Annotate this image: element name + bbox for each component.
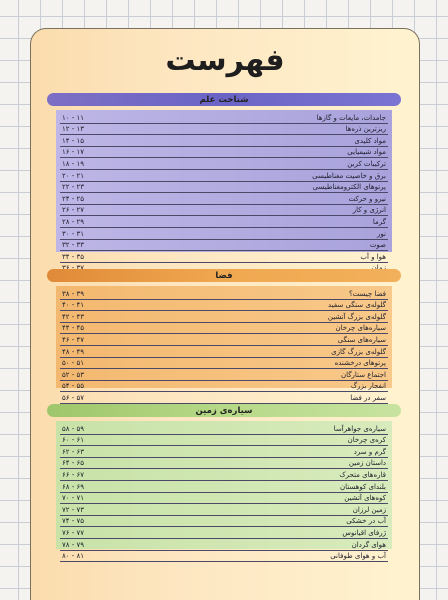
toc-entry[interactable] xyxy=(60,381,388,393)
toc-entry-title: ژرفای اقیانوس xyxy=(342,528,386,537)
toc-entry-pages: ۲۶ - ۲۷ xyxy=(62,206,85,215)
toc-entry-title: پرتوهای الکترومغناطیسی xyxy=(312,183,386,192)
toc-entry[interactable] xyxy=(60,334,388,346)
toc-entry-title: گلوله‌ی سنگی سفید xyxy=(328,301,386,310)
toc-entry-pages: ۵۸ - ۵۹ xyxy=(62,424,85,433)
toc-entry-pages: ۲۲ - ۲۳ xyxy=(62,183,85,192)
toc-entry-pages: ۱۴ - ۱۵ xyxy=(62,136,85,145)
toc-entry-title: انرژی و کار xyxy=(352,206,386,215)
toc-entry-pages: ۸۰ - ۸۱ xyxy=(62,552,85,561)
section-list xyxy=(56,421,392,561)
toc-entry-title: نیرو و حرکت xyxy=(348,194,386,203)
toc-entry-title: مواد شیمیایی xyxy=(347,148,386,157)
toc-entry-title: کره‌ی چرخان xyxy=(347,436,386,445)
toc-entry-title: هوای گردان xyxy=(351,540,386,549)
toc-entry-title: انفجار بزرگ xyxy=(350,382,386,391)
toc-entry[interactable] xyxy=(60,516,388,528)
toc-entry[interactable] xyxy=(60,358,388,370)
toc-entry-title: هوا و آب xyxy=(360,252,386,261)
toc-entry[interactable] xyxy=(60,435,388,447)
toc-entry-pages: ۶۶ - ۶۷ xyxy=(62,470,85,479)
toc-entry[interactable] xyxy=(60,170,388,182)
toc-entry-pages: ۷۰ - ۷۱ xyxy=(62,494,85,503)
toc-entry-title: داستان زمین xyxy=(348,459,386,468)
toc-entry[interactable] xyxy=(60,311,388,323)
toc-entry-title: زمین لرزان xyxy=(352,505,386,514)
toc-entry[interactable] xyxy=(60,112,388,124)
toc-entry[interactable] xyxy=(60,493,388,505)
toc-entry-pages: ۶۸ - ۶۹ xyxy=(62,482,85,491)
toc-entry-pages: ۵۴ - ۵۵ xyxy=(62,382,85,391)
toc-entry-title: گرما xyxy=(372,217,386,226)
toc-entry[interactable] xyxy=(60,193,388,205)
section-space xyxy=(47,269,401,402)
toc-entry-title: گلوله‌ی بزرگ گازی xyxy=(331,347,386,356)
section-heading: سیاره‌ی زمین xyxy=(195,405,253,416)
toc-entry-pages: ۱۸ - ۱۹ xyxy=(62,159,85,168)
toc-entry[interactable] xyxy=(60,539,388,551)
toc-entry-pages: ۳۲ - ۳۳ xyxy=(62,241,85,250)
toc-entry-title: صوت xyxy=(369,241,386,250)
toc-entry-pages: ۵۰ - ۵۱ xyxy=(62,359,85,368)
section-earth xyxy=(47,404,401,561)
toc-entry-title: آب و هوای طوفانی xyxy=(330,552,386,561)
toc-entry[interactable] xyxy=(60,288,388,300)
section-heading-band xyxy=(47,93,401,106)
toc-entry-pages: ۲۸ - ۲۹ xyxy=(62,217,85,226)
toc-entry-pages: ۴۴ - ۴۵ xyxy=(62,324,85,333)
toc-entry-pages: ۴۰ - ۴۱ xyxy=(62,301,85,310)
toc-entry[interactable] xyxy=(60,446,388,458)
toc-entry[interactable] xyxy=(60,124,388,136)
toc-entry-pages: ۷۲ - ۷۳ xyxy=(62,505,85,514)
toc-entry-title: سفر در فضا xyxy=(350,393,386,402)
toc-entry[interactable] xyxy=(60,504,388,516)
toc-entry-pages: ۱۶ - ۱۷ xyxy=(62,148,85,157)
page-title: فهرست xyxy=(165,43,285,78)
toc-entry-pages: ۴۶ - ۴۷ xyxy=(62,335,85,344)
toc-entry[interactable] xyxy=(60,551,388,563)
toc-entry-title: سیاره‌ی جواهرآسا xyxy=(333,424,386,433)
toc-entry[interactable] xyxy=(60,147,388,159)
toc-entry-title: قاره‌های متحرک xyxy=(339,470,386,479)
toc-entry-title: کوه‌های آتشین xyxy=(344,494,386,503)
section-list xyxy=(56,110,392,261)
toc-entry[interactable] xyxy=(60,392,388,404)
section-heading: شناخت علم xyxy=(199,94,249,105)
section-list xyxy=(56,286,392,402)
toc-entry[interactable] xyxy=(60,158,388,170)
toc-entry-pages: ۶۲ - ۶۳ xyxy=(62,447,85,456)
toc-entry-pages: ۳۸ - ۳۹ xyxy=(62,289,85,298)
toc-entry-pages: ۲۴ - ۲۵ xyxy=(62,194,85,203)
toc-entry-pages: ۷۶ - ۷۷ xyxy=(62,528,85,537)
toc-entry-title: گلوله‌ی بزرگ آتشین xyxy=(327,312,386,321)
toc-entry-title: سیاره‌های چرخان xyxy=(335,324,386,333)
toc-entry[interactable] xyxy=(60,182,388,194)
toc-entry[interactable] xyxy=(60,369,388,381)
toc-entry[interactable] xyxy=(60,346,388,358)
toc-entry[interactable] xyxy=(60,300,388,312)
toc-entry[interactable] xyxy=(60,251,388,263)
section-heading: فضا xyxy=(215,270,233,281)
toc-entry[interactable] xyxy=(60,481,388,493)
toc-entry-pages: ۶۴ - ۶۵ xyxy=(62,459,85,468)
toc-entry-pages: ۴۸ - ۴۹ xyxy=(62,347,85,356)
toc-entry-pages: ۲۰ - ۲۱ xyxy=(62,171,85,180)
toc-entry-title: اجتماع ستارگان xyxy=(340,370,386,379)
section-science xyxy=(47,93,401,261)
toc-entry[interactable] xyxy=(60,228,388,240)
toc-entry-title: جامدات، مایعات و گازها xyxy=(316,113,386,122)
toc-entry-pages: ۳۴ - ۳۵ xyxy=(62,252,85,261)
toc-entry[interactable] xyxy=(60,240,388,252)
toc-entry-pages: ۵۲ - ۵۳ xyxy=(62,370,85,379)
toc-entry[interactable] xyxy=(60,135,388,147)
toc-entry[interactable] xyxy=(60,469,388,481)
toc-entry-pages: ۷۴ - ۷۵ xyxy=(62,517,85,526)
toc-entry-title: مواد کلیدی xyxy=(354,136,386,145)
toc-entry-title: برق و خاصیت مغناطیسی xyxy=(312,171,386,180)
toc-entry-title: ریزترین ذره‌ها xyxy=(345,125,386,134)
toc-entry[interactable] xyxy=(60,423,388,435)
toc-entry-pages: ۳۰ - ۳۱ xyxy=(62,229,85,238)
toc-entry[interactable] xyxy=(60,527,388,539)
toc-entry-title: بلندای کوهستان xyxy=(340,482,386,491)
toc-entry-pages: ۱۲ - ۱۳ xyxy=(62,125,85,134)
toc-entry-title: آب در خشکی xyxy=(346,517,386,526)
toc-entry[interactable] xyxy=(60,216,388,228)
toc-entry-title: گرم و سرد xyxy=(353,447,386,456)
toc-entry-title: ترکیبات کربن xyxy=(347,159,386,168)
toc-entry-pages: ۶۰ - ۶۱ xyxy=(62,436,85,445)
toc-entry-title: نور xyxy=(377,229,386,238)
toc-entry-pages: ۵۶ - ۵۷ xyxy=(62,393,85,402)
toc-entry-pages: ۷۸ - ۷۹ xyxy=(62,540,85,549)
toc-entry-pages: ۴۲ - ۴۳ xyxy=(62,312,85,321)
toc-entry-title: فضا چیست؟ xyxy=(348,289,386,298)
toc-entry-title: سیاره‌های سنگی xyxy=(337,335,386,344)
section-heading-band xyxy=(47,404,401,417)
toc-entry[interactable] xyxy=(60,323,388,335)
section-heading-band xyxy=(47,269,401,282)
toc-entry[interactable] xyxy=(60,458,388,470)
toc-entry-pages: ۱۰ - ۱۱ xyxy=(62,113,85,122)
toc-entry[interactable] xyxy=(60,205,388,217)
contents-card xyxy=(30,28,420,600)
toc-entry-title: پرتوهای درخشنده xyxy=(334,359,386,368)
